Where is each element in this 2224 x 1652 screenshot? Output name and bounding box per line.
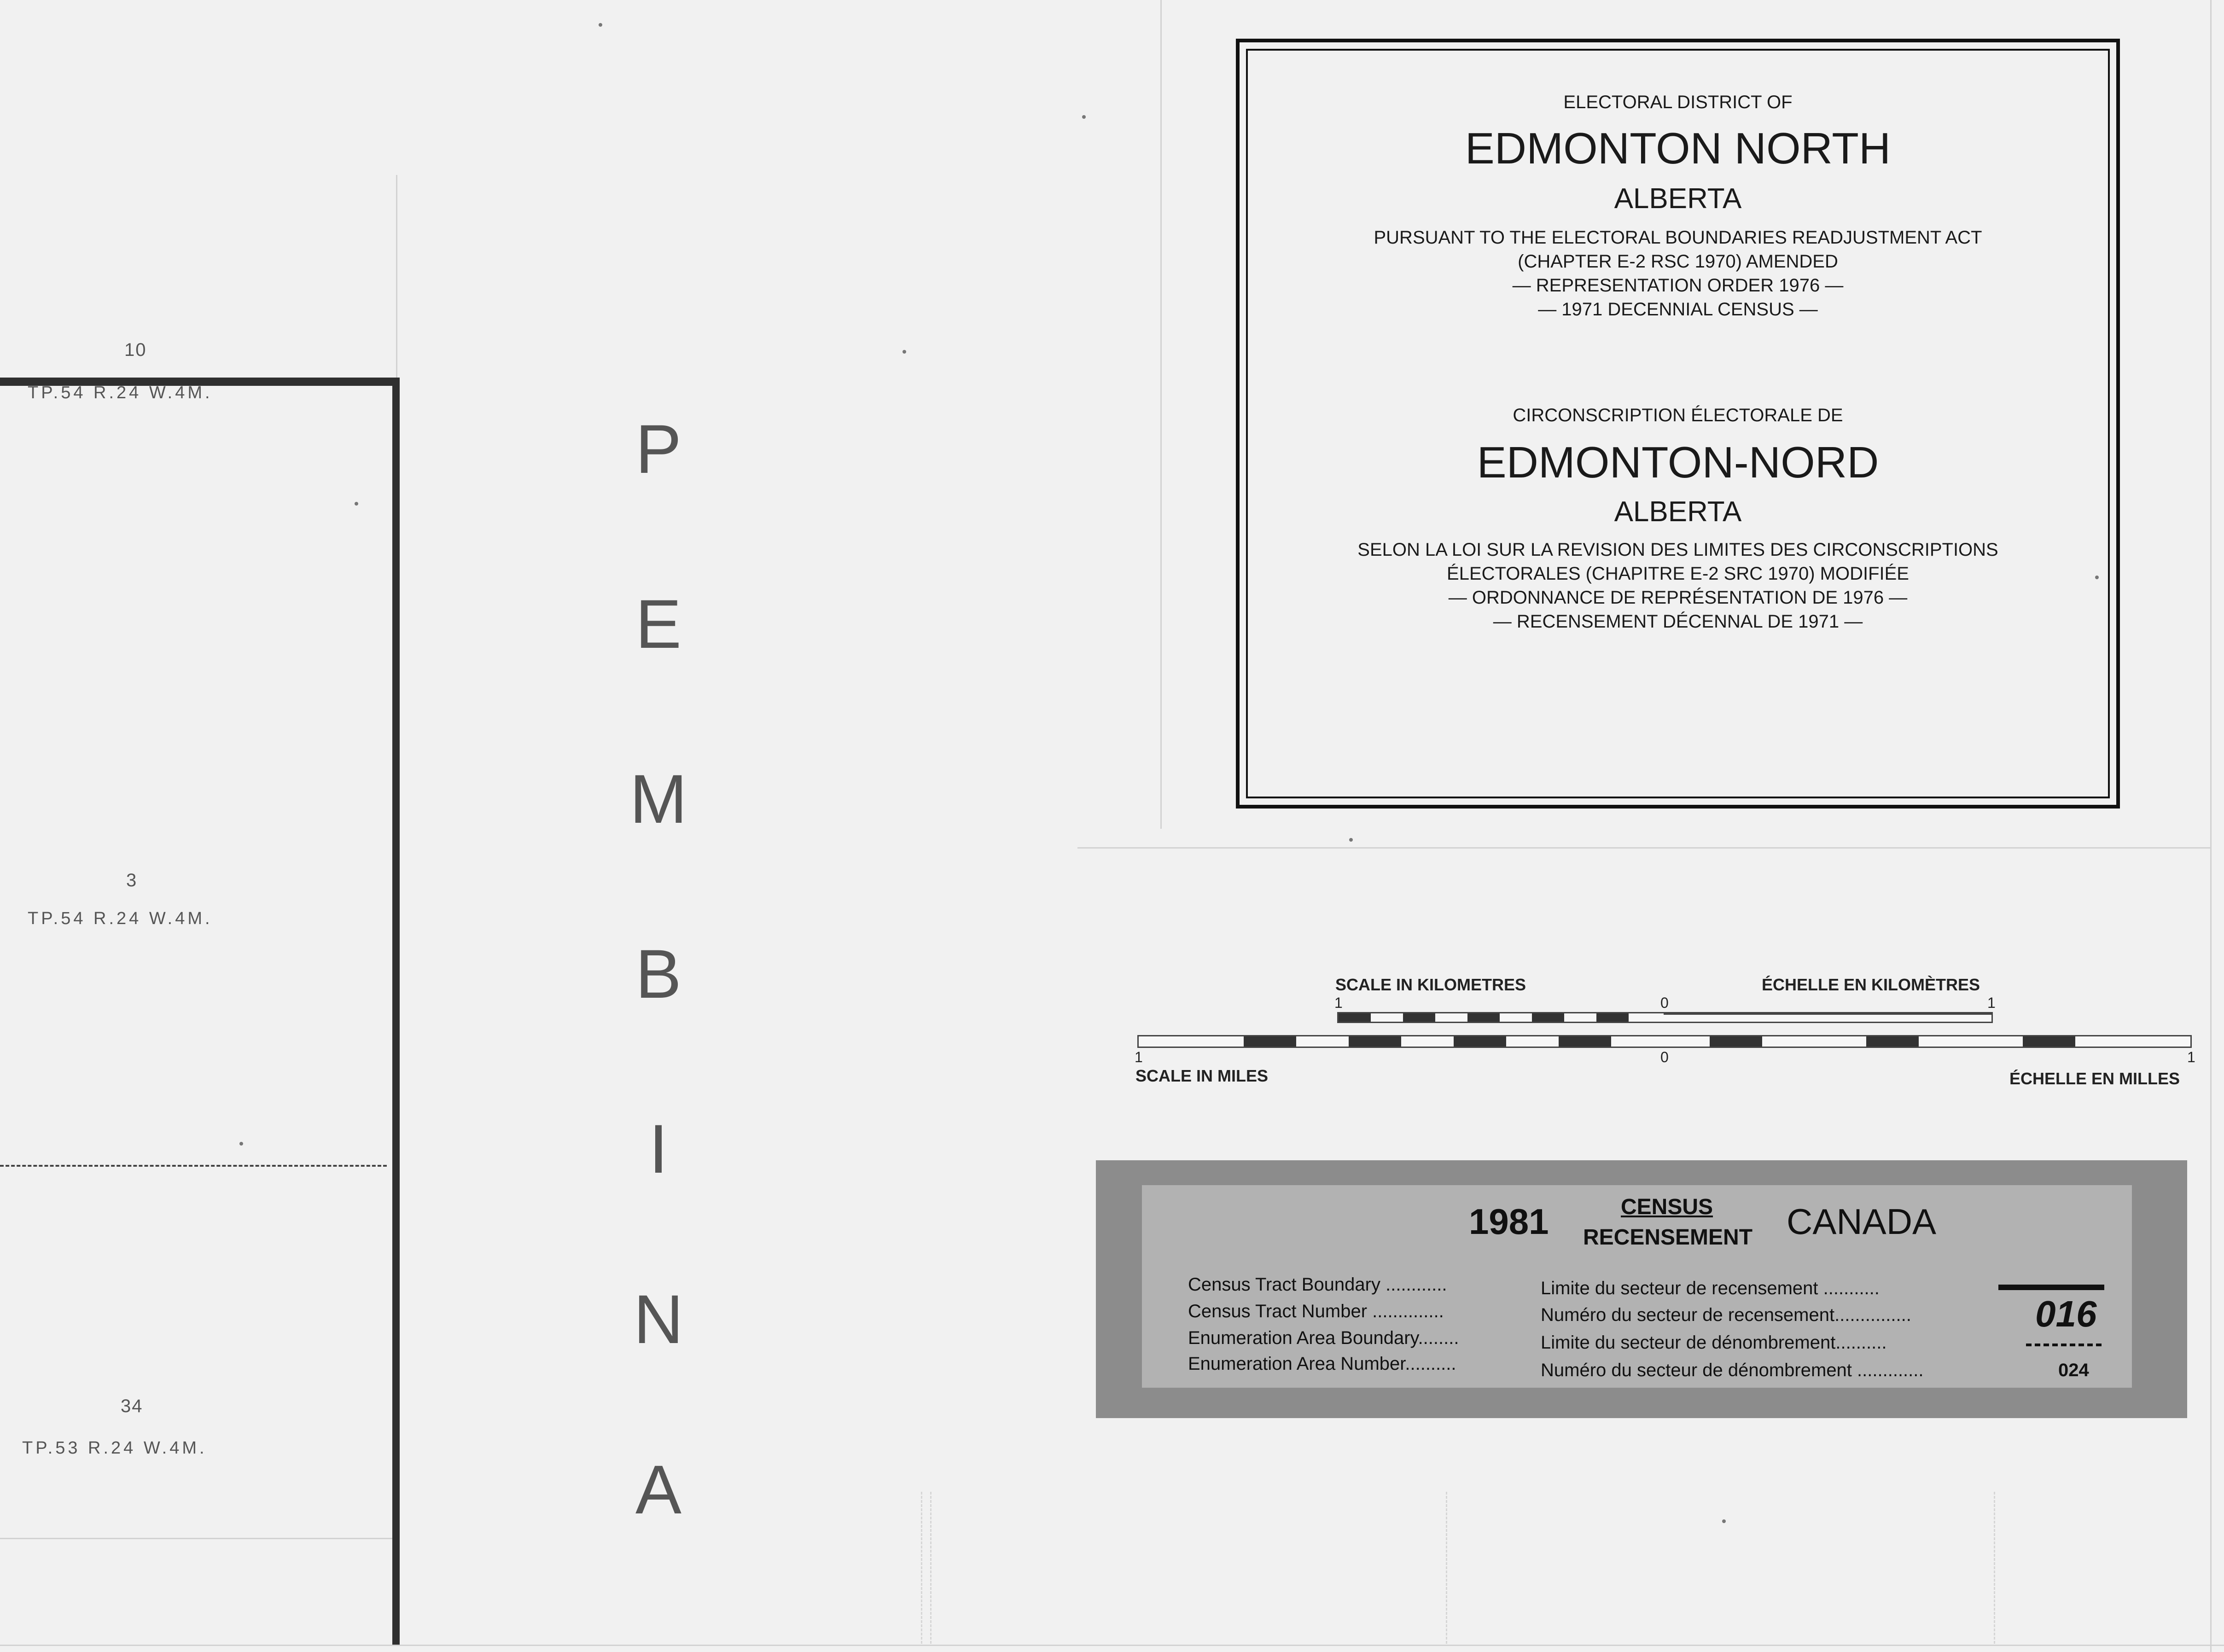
survey-line [0,1645,2224,1646]
legend-row-en: Enumeration Area Boundary........ [1188,1328,1459,1348]
adjacent-district-label [617,396,700,1528]
legend-ea-boundary-symbol [2026,1344,2102,1346]
scale-segment [1664,1013,1991,1022]
title-heading-en: ELECTORAL DISTRICT OF [1563,92,1793,112]
legend-row-fr: Numéro du secteur de dénombrement ............. [1541,1360,1924,1380]
scale-bar-km [1337,1012,1993,1023]
legend-census-fr: RECENSEMENT [1583,1225,1753,1250]
survey-line [1994,1492,1995,1644]
title-heading-fr: CIRCONSCRIPTION ÉLECTORALE DE [1513,405,1843,425]
title-order-fr: — ORDONNANCE DE REPRÉSENTATION DE 1976 — [1448,588,1908,608]
legend-row-fr: Numéro du secteur de recensement............... [1541,1305,1911,1325]
scale-mi-label-en: SCALE IN MILES [1135,1066,1269,1085]
district-letter: B [635,935,682,1012]
survey-line [930,1492,932,1644]
scale-segment [1467,1013,1500,1022]
title-census-fr: — RECENSEMENT DÉCENNAL DE 1971 — [1493,611,1863,632]
scale-km-label-en: SCALE IN KILOMETRES [1335,975,1526,994]
legend-row-en: Census Tract Boundary ............ [1188,1274,1447,1295]
district-letter: A [635,1451,682,1528]
map-speck [1349,838,1353,842]
legend-census-en: CENSUS [1621,1195,1713,1219]
title-district-en: EDMONTON NORTH [1465,124,1891,173]
survey-line [1446,1492,1447,1644]
scale-segment [1244,1036,1296,1047]
scale-km-label-fr: ÉCHELLE EN KILOMÈTRES [1762,975,1980,994]
survey-line [1077,847,2210,849]
scale-segment [1596,1013,1629,1022]
section-number: 3 [126,870,138,890]
title-act-fr-1: SELON LA LOI SUR LA REVISION DES LIMITES DES CIRCONSCRIPTIONS [1357,540,1998,560]
section-number: 34 [121,1396,143,1416]
title-order-en: — REPRESENTATION ORDER 1976 — [1512,275,1844,296]
legend-row-en: Census Tract Number .............. [1188,1301,1444,1321]
scale-km-tick: 0 [1660,995,1669,1011]
scale-mi-tick: 1 [1135,1049,1143,1065]
map-speck [902,350,906,354]
map-speck [355,502,358,506]
scale-segment [1139,1036,1191,1047]
map-speck [599,23,602,27]
census-tract-boundary [392,378,400,1645]
scale-segment [1454,1036,1506,1047]
title-act-en-1: PURSUANT TO THE ELECTORAL BOUNDARIES READJUSTMENT ACT [1374,227,1982,248]
survey-line [1160,0,1162,829]
scale-segment [1339,1013,1371,1022]
district-letter: M [629,760,687,838]
title-census-en: — 1971 DECENNIAL CENSUS — [1538,299,1818,320]
title-province-en: ALBERTA [1614,183,1742,215]
scale-km-tick: 1 [1987,995,1996,1011]
title-province-fr: ALBERTA [1614,496,1742,528]
survey-line [0,1538,396,1539]
title-act-en-2: (CHAPTER E-2 RSC 1970) AMENDED [1518,251,1838,272]
district-letter: P [635,410,682,488]
scale-mi-tick: 0 [1660,1049,1669,1065]
legend-row-fr: Limite du secteur de dénombrement.......... [1541,1332,1887,1353]
legend-row-en: Enumeration Area Number.......... [1188,1354,1456,1374]
scale-bar-miles [1137,1035,2192,1048]
title-act-fr-2: ÉLECTORALES (CHAPITRE E-2 SRC 1970) MODIFIÉE [1447,564,1909,584]
map-speck [1722,1519,1726,1523]
section-number: 10 [124,340,147,360]
legend-year: 1981 [1469,1201,1549,1242]
map-speck [1082,115,1086,119]
scale-segment [1710,1036,1762,1047]
township-label: TP.54 R.24 W.4M. [28,383,213,402]
legend-row-fr: Limite du secteur de recensement ........... [1541,1278,1880,1298]
scale-mi-label-fr: ÉCHELLE EN MILLES [2009,1069,2180,1088]
title-district-fr: EDMONTON-NORD [1477,438,1879,487]
scale-mi-tick: 1 [2187,1049,2195,1065]
map-speck [239,1142,243,1146]
scale-segment [1403,1013,1435,1022]
survey-line [921,1492,922,1644]
township-label: TP.53 R.24 W.4M. [22,1438,207,1458]
enumeration-area-boundary [0,1165,387,1167]
scale-segment [1349,1036,1401,1047]
district-letter: N [633,1280,684,1358]
scale-segment [1559,1036,1611,1047]
district-letter: E [635,585,682,663]
township-label: TP.54 R.24 W.4M. [28,909,213,928]
legend-country: CANADA [1787,1201,1937,1242]
legend-ea-number-sample: 024 [2058,1360,2089,1380]
scale-segment [1532,1013,1564,1022]
legend-tract-boundary-symbol [1998,1285,2104,1290]
scale-segment [1866,1036,1919,1047]
scale-segment [2023,1036,2075,1047]
scale-km-tick: 1 [1334,995,1343,1011]
district-letter: I [649,1110,668,1187]
survey-line [2210,0,2212,1652]
legend-tract-number-sample: 016 [2035,1293,2097,1334]
